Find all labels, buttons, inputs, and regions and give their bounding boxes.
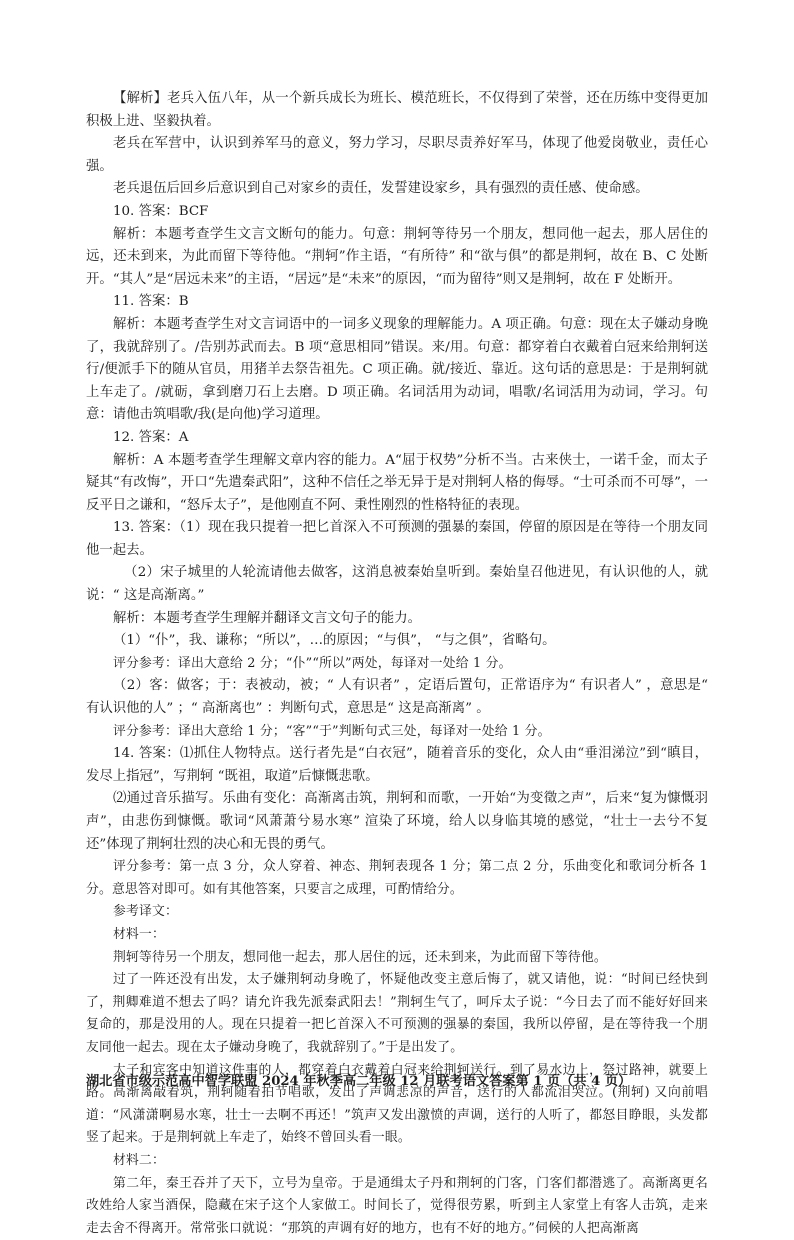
paragraph: 13. 答案：（1）现在我只提着一把匕首深入不可预测的强暴的秦国，停留的原因是在等待一个朋友同他一起去。 bbox=[86, 517, 708, 562]
paragraph: 12. 答案：A bbox=[86, 427, 708, 450]
paragraph: 评分参考：译出大意给 2 分；“仆”“所以”两处，每译对一处给 1 分。 bbox=[86, 653, 708, 676]
paragraph: 材料二： bbox=[86, 1150, 708, 1173]
paragraph: 材料一： bbox=[86, 924, 708, 947]
paragraph: 评分参考：第一点 3 分，众人穿着、神态、荆轲表现各 1 分；第二点 2 分，乐曲变化和歌词分析各 1 分。意思答对即可。如有其他答案，只要言之成理，可酌情给分。 bbox=[86, 856, 708, 901]
page-footer: 湖北省市级示范高中智学联盟 2024 年秋季高二年级 12 月联考语文答案第 1 页（共 4 页） bbox=[86, 1072, 708, 1092]
paragraph: （2）宋子城里的人轮流请他去做客，这消息被秦始皇听到。秦始皇召他进见，有认识他的人，就说：“ 这是高渐离。” bbox=[86, 562, 708, 607]
paragraph: ⑵通过音乐描写。乐曲有变化：高渐离击筑，荆轲和而歌，一开始“为变徵之声”，后来“复为慷慨羽声”，由悲伤到慷慨。歌词“风萧萧兮易水寒” 渲染了环境，给人以身临其境的感觉，“壮士一去兮不复还”体现了荆轲壮烈的决心和无畏的勇气。 bbox=[86, 788, 708, 856]
paragraph: 荆轲等待另一个朋友，想同他一起去，那人居住的远，还未到来，为此而留下等待他。 bbox=[86, 947, 708, 970]
paragraph: （2）客：做客；于：表被动，被；“ 人有识者” ，定语后置句，正常语序为“ 有识者人” ，意思是“ 有认识他的人” ；“ 高渐离也” ：判断句式，意思是“ 这是高渐离” 。 bbox=[86, 675, 708, 720]
paragraph: 第二年，秦王吞并了天下，立号为皇帝。于是通缉太子丹和荆轲的门客，门客们都潜逃了。高渐离更名改姓给人家当酒保，隐藏在宋子这个人家做工。时间长了，觉得很劳累，听到主人家堂上有客人击筑，走来走去舍不得离开。常常张口就说：“那筑的声调有好的地方，也有不好的地方。”伺候的人把高渐离 bbox=[86, 1173, 708, 1240]
paragraph: （1）“仆”，我、谦称；“所以”，…的原因；“与俱”， “与之俱”，省略句。 bbox=[86, 630, 708, 653]
paragraph: 老兵退伍后回乡后意识到自己对家乡的责任，发誓建设家乡，具有强烈的责任感、使命感。 bbox=[86, 178, 708, 201]
paragraph: 解析：A 本题考查学生理解文章内容的能力。A“屈于权势”分析不当。古来侠士，一诺千金，而太子疑其“有改悔”，开口“先遣秦武阳”，这种不信任之举无异于是对荆轲人格的侮辱。“士可杀而不可辱”，一反平日之谦和，“怒斥太子”，是他刚直不阿、秉性刚烈的性格特征的表现。 bbox=[86, 450, 708, 518]
paragraph: 【解析】老兵入伍八年，从一个新兵成长为班长、模范班长，不仅得到了荣誉，还在历练中变得更加积极上进、坚毅执着。 bbox=[86, 88, 708, 133]
paragraph: 解析：本题考查学生理解并翻译文言文句子的能力。 bbox=[86, 608, 708, 631]
paragraph: 11. 答案：B bbox=[86, 291, 708, 314]
paragraph: 解析：本题考查学生对文言词语中的一词多义现象的理解能力。A 项正确。句意：现在太子嫌动身晚了，我就辞别了。/告别苏武而去。B 项“意思相同”错误。来/用。句意：都穿着白衣戴着白冠来给荆轲送行/便派手下的随从官员，用猪羊去祭告祖先。C 项正确。就/接近、靠近。这句话的意思是：于是荆轲就上车走了。/就砺，拿到磨刀石上去磨。D 项正确。名词活用为动词，唱歌/名词活用为动词，学习。句意：请他击筑唱歌/我(是向他)学习道理。 bbox=[86, 314, 708, 427]
paragraph: 14. 答案：⑴抓住人物特点。送行者先是“白衣冠”，随着音乐的变化，众人由“垂泪涕泣”到“瞋目，发尽上指冠”，写荆轲 “既祖，取道”后慷慨悲歌。 bbox=[86, 743, 708, 788]
paragraph: 10. 答案：BCF bbox=[86, 201, 708, 224]
paragraph: 解析：本题考查学生文言文断句的能力。句意：荆轲等待另一个朋友，想同他一起去，那人居住的远，还未到来，为此而留下等待他。“荆轲”作主语，“有所待” 和“欲与俱”的都是荆轲，故在 B、C 处断开。“其人”是“居远未来”的主语，“居远”是“未来”的原因，“而为留待”则又是荆轲，故在 F 处断开。 bbox=[86, 224, 708, 292]
paragraph: 老兵在军营中，认识到养军马的意义，努力学习，尽职尽责养好军马，体现了他爱岗敬业，责任心强。 bbox=[86, 133, 708, 178]
document-body bbox=[86, 88, 708, 1240]
paragraph: 参考译文： bbox=[86, 901, 708, 924]
paragraph: 评分参考：译出大意给 1 分；“客”“于”判断句式三处，每译对一处给 1 分。 bbox=[86, 721, 708, 744]
paragraph: 过了一阵还没有出发，太子嫌荆轲动身晚了，怀疑他改变主意后悔了，就又请他，说：“时间已经快到了，荆卿难道不想去了吗？请允许我先派秦武阳去！”荆轲生气了，呵斥太子说：“今日去了而不能好好回来复命的，那是没用的人。现在只提着一把匕首深入不可预测的强暴的秦国，我所以停留，是在等待我一个朋友同他一起去。现在太子嫌动身晚了，我就辞别了。”于是出发了。 bbox=[86, 969, 708, 1059]
paragraph: 太子和宾客中知道这件事的人，都穿着白衣戴着白冠来给荆轲送行。到了易水边上，祭过路神，就要上路。高渐离敲着筑，荆轲随着拍节唱歌，发出了声调悲凉的声音，送行的人都流泪哭泣。(荆轲) 又向前唱道：“风潇潇啊易水寒，壮士一去啊不再还！”筑声又发出激愤的声调，送行的人听了，都怒目睁眼，头发都竖了起来。于是荆轲就上车走了，始终不曾回头看一眼。 bbox=[86, 1060, 708, 1150]
